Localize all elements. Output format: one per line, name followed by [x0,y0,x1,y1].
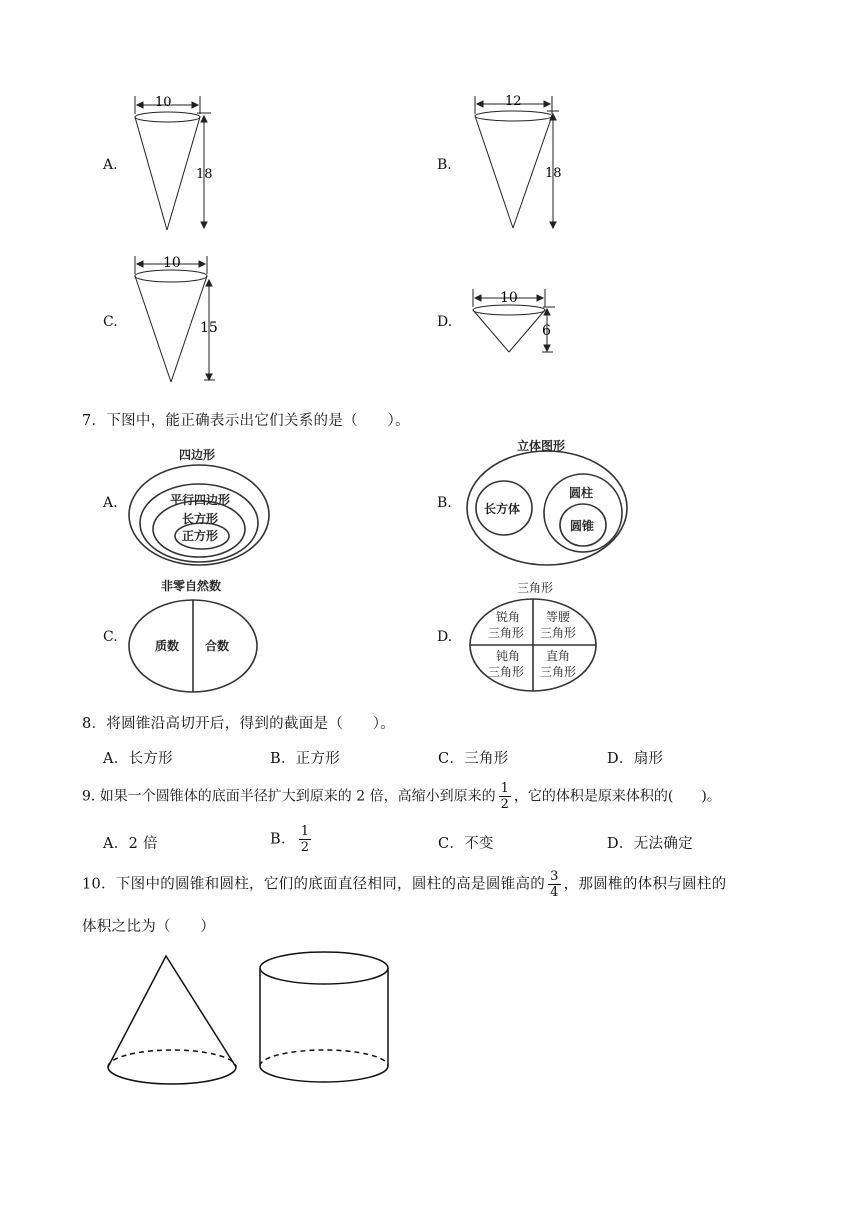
q8-option-a[interactable]: A．长方形 [103,751,173,767]
q7-a-diagram [125,443,280,568]
q6-a-height: 18 [196,167,213,182]
q6-c-height: 15 [200,320,218,336]
q6-option-d-label[interactable]: D. [437,314,453,330]
q7-b-inner-label: 圆锥 [570,519,595,533]
q7-d-acute-1: 锐角 [496,610,521,624]
q7-d-diagram [466,579,606,695]
q7-d-right-2: 三角形 [540,665,577,679]
q7-option-c-label[interactable]: C. [103,629,118,645]
q6-option-c-label[interactable]: C. [103,314,118,330]
q7-c-left-label: 质数 [155,639,180,653]
q9-option-c[interactable]: C．不变 [438,836,494,852]
q9-opt-b-den: 2 [300,840,310,855]
q7-option-a-label[interactable]: A. [103,495,118,511]
q10-cone [108,956,236,1084]
q7-b-outer-label: 立体图形 [517,439,566,453]
q9-frac-den: 2 [500,797,509,812]
q8-option-b[interactable]: B．正方形 [270,751,341,767]
q10-stem-line2: 体积之比为（ ） [82,919,216,935]
q9-stem-post: ，它的体积是原来体积的( )。 [513,788,721,805]
q10-fraction [548,870,561,899]
q7-d-obtuse-1: 钝角 [496,649,521,663]
q9-option-a[interactable]: A．2 倍 [103,836,158,852]
q6-cone-d-figure [465,285,565,360]
q10-stem [82,870,726,899]
q6-b-diameter: 12 [505,94,522,109]
q9-stem [82,782,721,811]
q7-a-level3-label: 长方形 [182,512,219,526]
q10-cone-cylinder-figure [100,948,410,1098]
q7-option-d-label[interactable]: D. [437,629,453,645]
q7-option-b-label[interactable]: B. [437,495,452,511]
q7-a-outer-label: 四边形 [179,448,216,462]
q7-b-left-label: 长方体 [484,502,521,516]
q7-a-level2-label: 平行四边形 [170,493,231,507]
q7-b-diagram [462,436,632,571]
q6-cone-b-figure [465,92,575,237]
q6-cone-c-figure [125,252,225,387]
q6-b-height: 18 [545,166,562,181]
q7-d-title: 三角形 [517,581,554,595]
q7-d-isosceles-1: 等腰 [546,610,571,624]
q6-a-diameter: 10 [155,95,172,110]
q9-fraction [499,782,511,811]
q7-c-diagram [125,574,270,696]
q8-option-c[interactable]: C．三角形 [438,751,509,767]
q10-stem-post: ，那圆椎的体积与圆柱的 [563,876,727,893]
q9-option-b-fraction [299,825,312,854]
q6-option-b-label[interactable]: B. [437,157,452,173]
q10-stem-pre: 10．下图中的圆锥和圆柱，它们的底面直径相同，圆柱的高是圆锥高的 [82,876,546,893]
q6-d-height: 6 [542,323,551,339]
q9-option-b-label: B． [270,831,296,848]
q8-stem: 8．将圆锥沿高切开后，得到的截面是（ ）。 [82,716,396,732]
q7-stem: 7．下图中，能正确表示出它们关系的是（ ）。 [82,413,410,429]
q8-option-d[interactable]: D．扇形 [607,751,664,767]
q7-d-isosceles-2: 三角形 [540,626,577,640]
q6-c-diameter: 10 [163,255,181,271]
q10-cylinder [260,952,388,1082]
q6-cone-a-figure [125,92,225,237]
q6-option-a-label[interactable]: A. [103,157,118,173]
q7-c-right-label: 合数 [205,639,230,653]
q9-stem-pre: 9. 如果一个圆锥体的底面半径扩大到原来的 2 倍，高缩小到原来的 [82,788,496,805]
q7-d-obtuse-2: 三角形 [488,665,525,679]
q7-d-acute-2: 三角形 [488,626,525,640]
q7-c-title: 非零自然数 [161,579,222,593]
q9-option-d[interactable]: D．无法确定 [607,836,693,852]
q6-d-diameter: 10 [500,290,518,306]
q9-option-b[interactable] [270,825,314,854]
q10-frac-num: 3 [550,869,559,884]
q7-d-right-1: 直角 [546,649,571,663]
q7-a-level4-label: 正方形 [182,529,219,543]
q9-frac-num: 1 [500,781,509,796]
q10-frac-den: 4 [550,885,559,900]
q9-opt-b-num: 1 [300,824,310,839]
q7-b-right-label: 圆柱 [569,486,594,500]
